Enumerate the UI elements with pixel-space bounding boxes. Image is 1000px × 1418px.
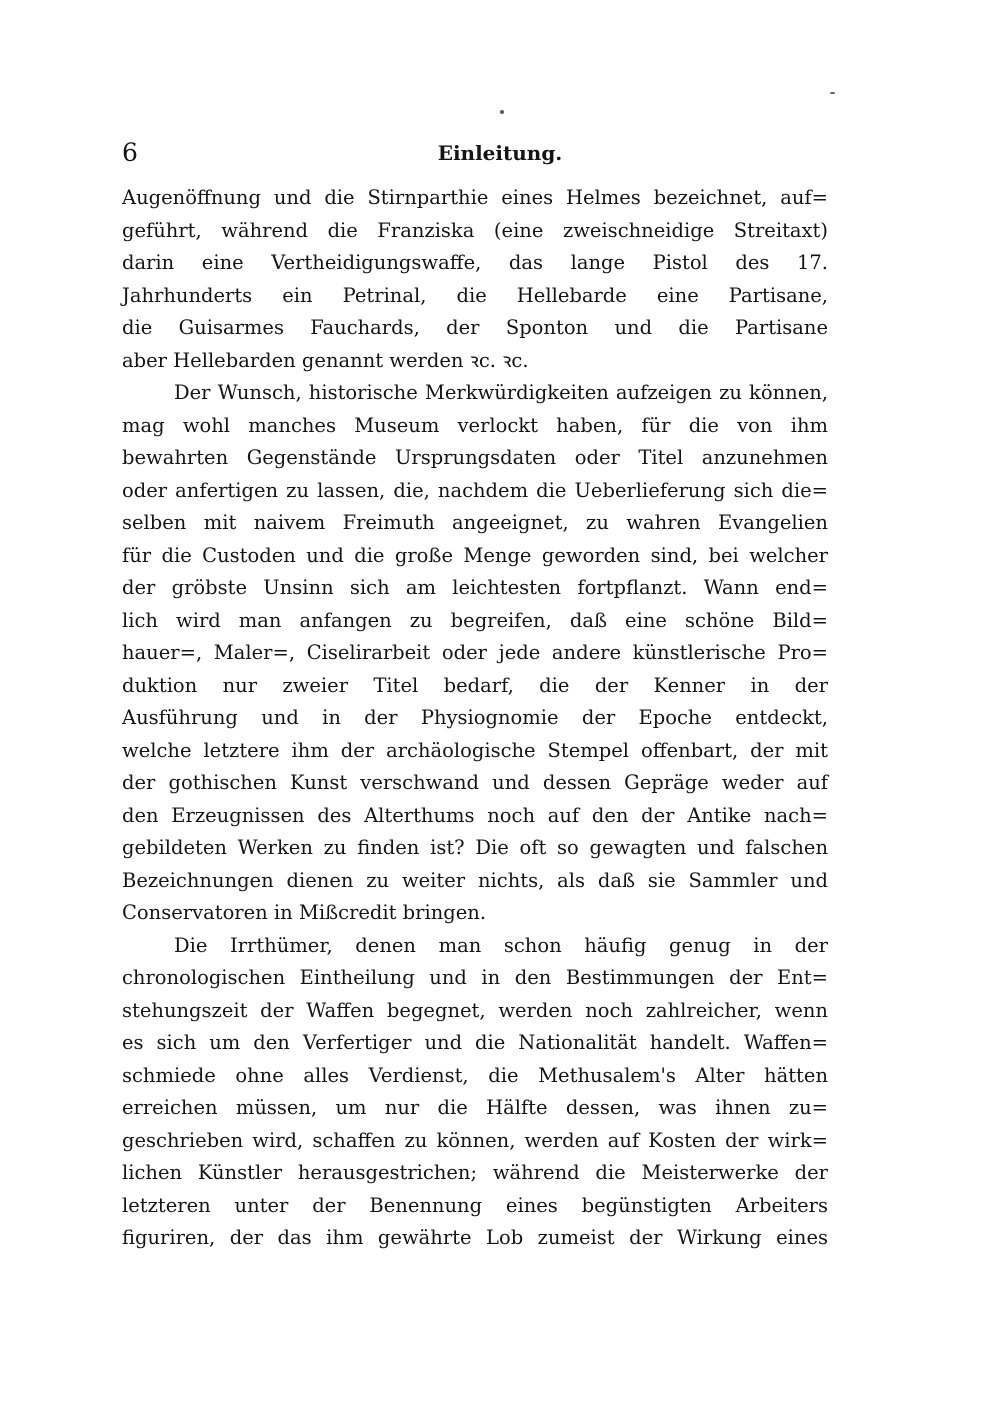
- text-line: Bezeichnungen dienen zu weiter nichts, als daß sie Sammler und: [122, 868, 828, 892]
- text-line: stehungszeit der Waffen begegnet, werden noch zahlreicher, wenn: [122, 998, 828, 1022]
- text-line: lichen Künstler herausgestrichen; während die Meisterwerke der: [122, 1161, 828, 1184]
- text-line: Der Wunsch, historische Merkwürdigkeiten aufzeigen zu können,: [174, 381, 828, 404]
- text-line: aber Hellebarden genannt werden ꝛc. ꝛc.: [122, 348, 529, 372]
- text-line: Conservatoren in Mißcredit bringen.: [122, 901, 487, 924]
- text-line: die Guisarmes Fauchards, der Sponton und die Partisane: [122, 316, 828, 339]
- text-line: selben mit naivem Freimuth angeeignet, zu wahren Evangelien: [122, 511, 828, 534]
- text-line: oder anfertigen zu lassen, die, nachdem die Ueberlieferung sich die=: [122, 478, 828, 502]
- running-title: Einleitung.: [437, 141, 563, 165]
- text-line: darin eine Vertheidigungswaffe, das lange Pistol des 17.: [122, 251, 828, 274]
- text-line: Jahrhunderts ein Petrinal, die Hellebarde eine Partisane,: [122, 283, 828, 307]
- text-line: lich wird man anfangen zu begreifen, daß eine schöne Bild=: [122, 608, 828, 632]
- text-line: welche letztere ihm der archäologische Stempel offenbart, der mit: [122, 738, 828, 762]
- print-speck: [500, 110, 504, 114]
- page-number: 6: [122, 138, 138, 167]
- text-line: es sich um den Verfertiger und die Nationalität handelt. Waffen=: [122, 1031, 828, 1054]
- text-line: der gröbste Unsinn sich am leichtesten fortpflanzt. Wann end=: [122, 576, 828, 599]
- text-line: chronologischen Eintheilung und in den Bestimmungen der Ent=: [122, 966, 828, 989]
- text-line: für die Custoden und die große Menge geworden sind, bei welcher: [122, 543, 828, 567]
- text-line: figuriren, der das ihm gewährte Lob zumeist der Wirkung eines: [122, 1226, 828, 1249]
- text-line: letzteren unter der Benennung eines begünstigten Arbeiters: [122, 1193, 828, 1217]
- text-line: Ausführung und in der Physiognomie der Epoche entdeckt,: [122, 706, 828, 729]
- text-line: Die Irrthümer, denen man schon häufig genug in der: [174, 933, 828, 957]
- text-line: erreichen müssen, um nur die Hälfte dessen, was ihnen zu=: [122, 1096, 828, 1119]
- text-line: der gothischen Kunst verschwand und dessen Gepräge weder auf: [122, 771, 828, 794]
- body-text: [122, 182, 828, 1255]
- text-line: duktion nur zweier Titel bedarf, die der Kenner in der: [122, 673, 828, 697]
- text-line: schmiede ohne alles Verdienst, die Methusalem's Alter hätten: [122, 1063, 828, 1087]
- text-line: den Erzeugnissen des Alterthums noch auf den der Antike nach=: [122, 803, 828, 827]
- text-line: Augenöffnung und die Stirnparthie eines Helmes bezeichnet, auf=: [122, 186, 828, 209]
- print-speck: [830, 92, 835, 94]
- text-line: hauer=, Maler=, Ciselirarbeit oder jede andere künstlerische Pro=: [122, 641, 828, 664]
- text-line: mag wohl manches Museum verlockt haben, für die von ihm: [122, 413, 828, 437]
- text-line: geschrieben wird, schaffen zu können, werden auf Kosten der wirk=: [122, 1128, 828, 1152]
- text-line: bewahrten Gegenstände Ursprungsdaten oder Titel anzunehmen: [122, 446, 828, 469]
- text-line: geführt, während die Franziska (eine zweischneidige Streitaxt): [122, 218, 828, 242]
- text-line: gebildeten Werken zu finden ist? Die oft so gewagten und falschen: [122, 836, 828, 859]
